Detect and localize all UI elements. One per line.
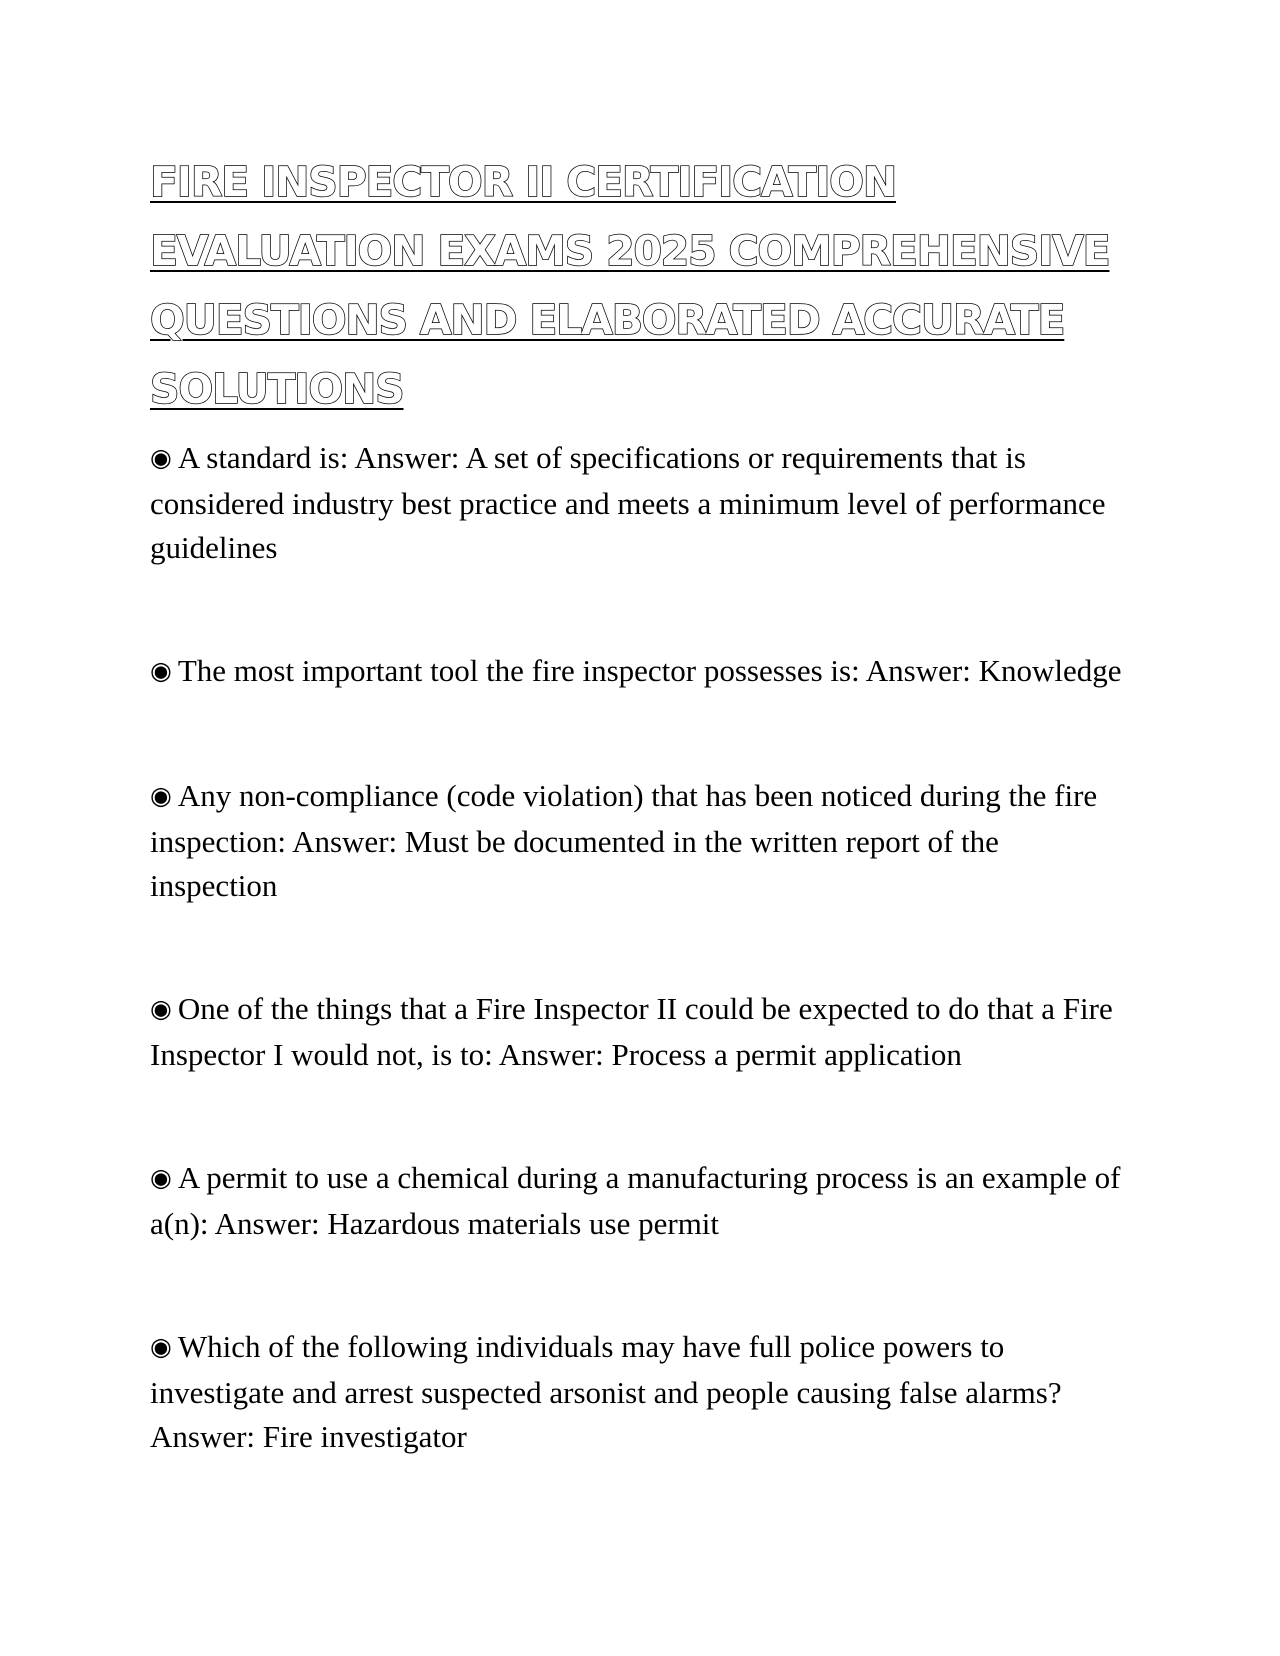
fisheye-bullet-icon: ◉: [150, 994, 172, 1023]
question-text: A standard is:: [177, 440, 349, 475]
qa-item: [150, 1156, 1130, 1246]
answer-text: A set of specifications or requirements that is considered industry best practice and meets a minimum level of performance guidelines: [150, 440, 1106, 565]
fisheye-bullet-icon: ◉: [150, 781, 172, 810]
question-text: Any non-compliance (code violation) that has been noticed during the fire inspection:: [150, 778, 1098, 859]
answer-text: Hazardous materials use permit: [327, 1206, 720, 1241]
answer-label: Answer:: [498, 1037, 604, 1072]
answer-label: Answer:: [865, 653, 971, 688]
question-text: One of the things that a Fire Inspector II could be expected to do that a Fire Inspector I would not, is to:: [150, 991, 1113, 1072]
fisheye-bullet-icon: ◉: [150, 443, 172, 472]
qa-item: [150, 649, 1130, 695]
fisheye-bullet-icon: ◉: [150, 1163, 172, 1192]
document-title: FIRE INSPECTOR II CERTIFICATION EVALUATION EXAMS 2025 COMPREHENSIVE QUESTIONS AND ELABORATED ACCURATE SOLUTIONS: [150, 158, 1110, 413]
fisheye-bullet-icon: ◉: [150, 1332, 172, 1361]
qa-item: [150, 987, 1130, 1077]
answer-text: Knowledge: [978, 653, 1122, 688]
question-text: Which of the following individuals may have full police powers to investigate and arrest suspected arsonist and people causing false alarms?: [150, 1329, 1062, 1410]
answer-label: Answer:: [292, 824, 398, 859]
qa-list: [150, 436, 1130, 1459]
answer-label: Answer:: [354, 440, 460, 475]
document-page: [150, 148, 1130, 1459]
question-text: The most important tool the fire inspector possesses is:: [177, 653, 860, 688]
qa-item: [150, 436, 1130, 570]
answer-text: Process a permit application: [611, 1037, 962, 1072]
question-text: A permit to use a chemical during a manufacturing process is an example of a(n):: [150, 1160, 1121, 1241]
answer-label: Answer:: [150, 1419, 256, 1454]
fisheye-bullet-icon: ◉: [150, 656, 172, 685]
qa-item: [150, 1325, 1130, 1459]
answer-label: Answer:: [214, 1206, 320, 1241]
qa-item: [150, 774, 1130, 908]
answer-text: Must be documented in the written report of the inspection: [150, 824, 999, 903]
answer-text: Fire investigator: [262, 1419, 467, 1454]
